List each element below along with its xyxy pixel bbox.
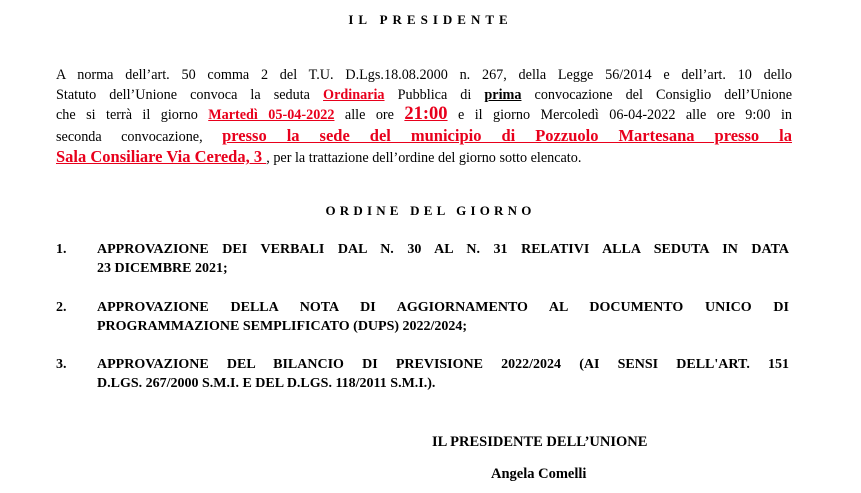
session-type: Ordinaria [323, 86, 385, 103]
agenda-item [56, 355, 792, 395]
paragraph-line-2: Statuto dell’Unione convoca la seduta Ordinaria Pubblica di prima convocazione del Consiglio dell’Unione [56, 86, 793, 103]
agenda-heading: ORDINE DEL GIORNO [325, 203, 536, 218]
agenda-item [56, 240, 792, 280]
agenda-item-text: APPROVAZIONE DEL BILANCIO DI PREVISIONE 2022/2024 (AI SENSI DELL'ART. 151 D.LGS. 267/2000 S.M.I. E DEL D.LGS. 118/2011 S.M.I.). [97, 357, 789, 391]
session-place: presso la sede del municipio di Pozzuolo Martesana presso la [222, 125, 792, 145]
signature-name: Angela Comelli [491, 466, 587, 482]
document-title: IL PRESIDENTE [348, 12, 513, 27]
signature-title: IL PRESIDENTE DELL’UNIONE [432, 434, 648, 450]
session-time: 21:00 [404, 104, 448, 124]
paragraph-line-1: A norma dell’art. 50 comma 2 del T.U. D.Lgs.18.08.2000 n. 267, della Legge 56/2014 e dell’art. 10 dello [56, 67, 792, 83]
agenda-item-number: 3. [56, 357, 67, 372]
convocation-paragraph [56, 66, 792, 169]
convocation-order: prima [484, 86, 522, 103]
session-room: Sala Consiliare Via Cereda, 3 [56, 147, 267, 166]
agenda-item-number: 1. [56, 242, 67, 257]
agenda-item-number: 2. [56, 300, 67, 315]
agenda-item-text: APPROVAZIONE DELLA NOTA DI AGGIORNAMENTO AL DOCUMENTO UNICO DI PROGRAMMAZIONE SEMPLIFICATO (DUPS) 2022/2024; [97, 300, 789, 334]
agenda-item-text: APPROVAZIONE DEI VERBALI DAL N. 30 AL N. 31 RELATIVI ALLA SEDUTA IN DATA 23 DICEMBRE 2021; [97, 242, 789, 276]
paragraph-line-3: che si terrà il giorno Martedì 05-04-2022 alle ore 21:00 e il giorno Mercoledì 06-04-2022 alle ore 9:00 in [56, 104, 792, 124]
agenda-item [56, 298, 792, 338]
paragraph-line-5: Sala Consiliare Via Cereda, 3 , per la trattazione dell’ordine del giorno sotto elencato. [56, 147, 582, 166]
session-date: Martedì 05-04-2022 [208, 107, 335, 123]
paragraph-line-4: seconda convocazione, presso la sede del municipio di Pozzuolo Martesana presso la [56, 125, 792, 145]
